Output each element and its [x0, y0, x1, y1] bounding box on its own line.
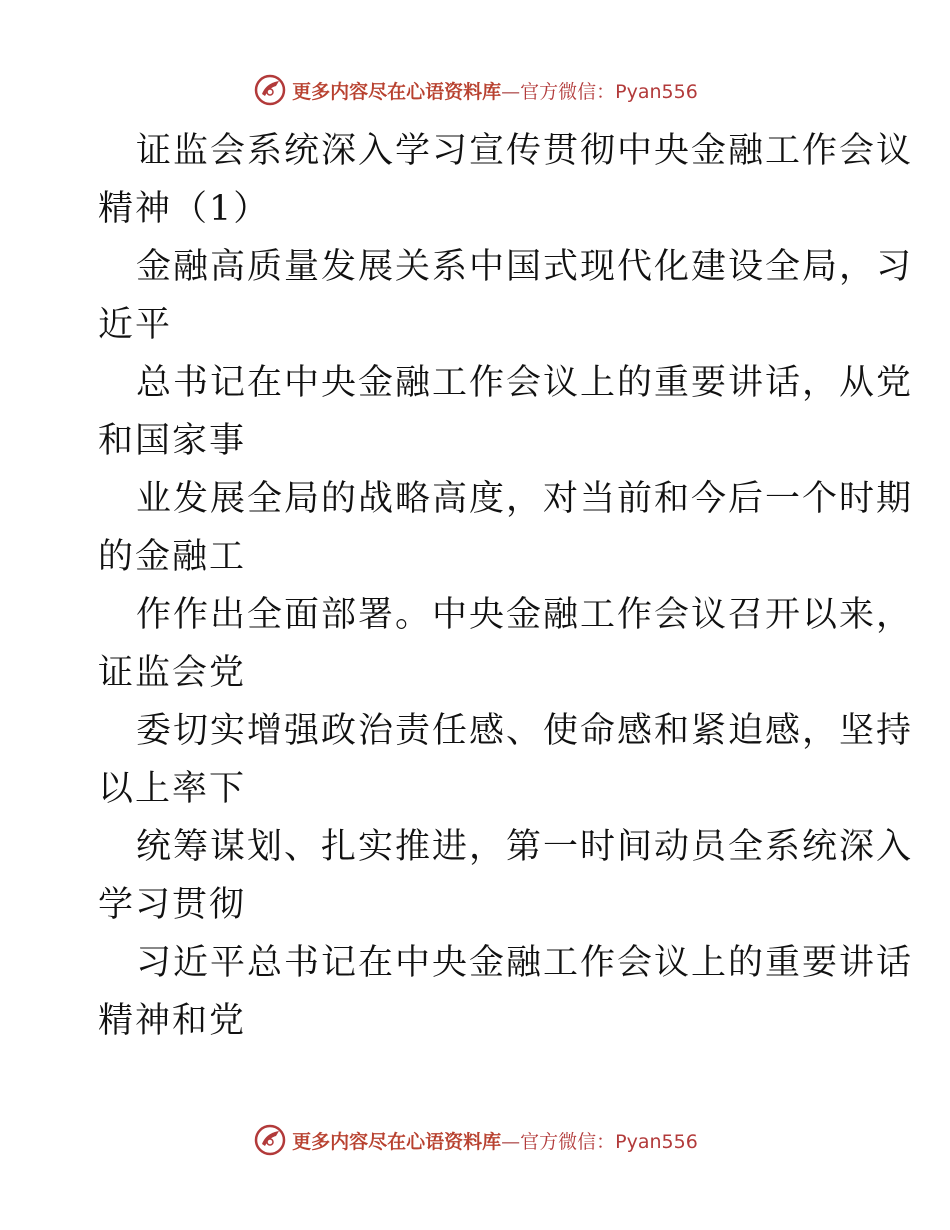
paragraph — [98, 818, 914, 934]
paragraph-line: 学习贯彻 — [98, 885, 247, 925]
paragraph-line: 精神（1） — [98, 189, 271, 229]
paragraph — [98, 354, 914, 470]
header-watermark — [0, 70, 950, 110]
paragraph-line: 业发展全局的战略高度，对当前和今后一个时期 — [136, 479, 914, 519]
watermark-highlight: 更多内容尽在心语资料库 — [292, 1130, 502, 1153]
paragraph-line: 精神和党 — [98, 1001, 247, 1041]
paragraph-line: 统筹谋划、扎实推进，第一时间动员全系统深入 — [136, 827, 914, 867]
paragraph — [98, 470, 914, 586]
paragraph-line: 作作出全面部署。中央金融工作会议召开以来， — [136, 595, 914, 635]
watermark-suffix: 官方微信：Pyan556 — [520, 1130, 698, 1153]
watermark-dash: — — [501, 80, 521, 103]
brand-logo-icon — [252, 72, 288, 108]
watermark-highlight: 更多内容尽在心语资料库 — [292, 80, 502, 103]
paragraph-line: 证监会党 — [98, 653, 247, 693]
watermark-text — [292, 1127, 698, 1154]
brand-logo-icon — [252, 1122, 288, 1158]
paragraph-line: 的金融工 — [98, 537, 247, 577]
paragraph — [98, 238, 914, 354]
watermark-text — [292, 77, 698, 104]
paragraph-line: 委切实增强政治责任感、使命感和紧迫感，坚持 — [136, 711, 914, 751]
paragraph — [98, 586, 914, 702]
document-body — [98, 122, 914, 1050]
paragraph-line: 证监会系统深入学习宣传贯彻中央金融工作会议 — [136, 131, 914, 171]
paragraph — [98, 122, 914, 238]
paragraph — [98, 702, 914, 818]
paragraph-line: 和国家事 — [98, 421, 247, 461]
paragraph-line: 近平 — [98, 305, 173, 345]
paragraph-line: 金融高质量发展关系中国式现代化建设全局，习 — [136, 247, 914, 287]
watermark-suffix: 官方微信：Pyan556 — [520, 80, 698, 103]
paragraph-line: 以上率下 — [98, 769, 247, 809]
paragraph-line: 习近平总书记在中央金融工作会议上的重要讲话 — [136, 943, 914, 983]
paragraph-line: 总书记在中央金融工作会议上的重要讲话，从党 — [136, 363, 914, 403]
paragraph — [98, 934, 914, 1050]
watermark-dash: — — [501, 1130, 521, 1153]
footer-watermark — [0, 1120, 950, 1160]
